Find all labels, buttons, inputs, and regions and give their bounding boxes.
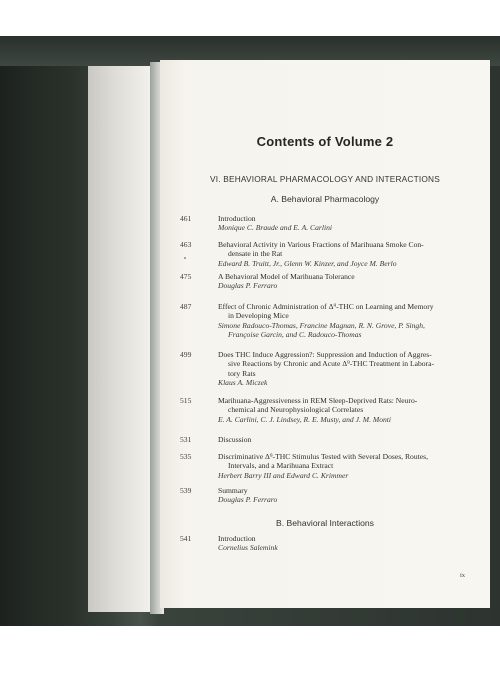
toc-page-number: 535 — [180, 452, 192, 461]
page-folio: ix — [460, 572, 466, 579]
paper-speck — [184, 257, 186, 259]
toc-entry[interactable] — [180, 486, 480, 505]
contents-page — [160, 60, 490, 608]
toc-entry-title: Introduction — [218, 214, 256, 223]
toc-entry-title: Introduction — [218, 534, 256, 543]
toc-page-number: 515 — [180, 396, 192, 405]
toc-page-number: 541 — [180, 534, 192, 543]
toc-entry-authors: Douglas P. Ferraro — [218, 281, 278, 291]
toc-entry-title: Discussion — [218, 435, 252, 444]
toc-entry-title: Marihuana-Aggressiveness in REM Sleep-Deprived Rats: Neuro- chemical and Neurophysiological Correlates — [218, 396, 418, 415]
toc-entry[interactable] — [180, 435, 480, 444]
toc-entry-authors: Klaus A. Miczek — [218, 378, 268, 388]
toc-entry[interactable] — [180, 272, 480, 291]
toc-entry-title: Effect of Chronic Administration of Δ⁹-THC on Learning and Memory in Developing Mice — [218, 302, 434, 321]
toc-entry[interactable] — [180, 214, 480, 233]
toc-entry-title: Discriminative Δ⁹-THC Stimulus Tested with Several Doses, Routes, Intervals, and a Marihuana Extract — [218, 452, 428, 471]
toc-entry-authors: Simone Radouco-Thomas, Francine Magnan, R. N. Grove, P. Singh, Françoise Garcin, and C. Radouco-Thomas — [218, 320, 425, 340]
toc-entry[interactable] — [180, 240, 480, 268]
toc-entry-title: A Behavioral Model of Marihuana Tolerance — [218, 272, 355, 281]
facing-page-edge — [88, 66, 154, 612]
toc-entry-title: Does THC Induce Aggression?: Suppression and Induction of Aggres- sive Reactions by Chronic and Acute Δ⁹-THC Treatment in Labora- tory Rats — [218, 350, 434, 378]
toc-entry-title: Behavioral Activity in Various Fractions of Marihuana Smoke Con- densate in the Rat — [218, 240, 424, 259]
toc-page-number: 475 — [180, 272, 192, 281]
toc-page-number: 461 — [180, 214, 192, 223]
toc-page-number: 531 — [180, 435, 192, 444]
section-heading: B. Behavioral Interactions — [276, 518, 374, 528]
section-heading: A. Behavioral Pharmacology — [270, 194, 380, 204]
toc-entry[interactable] — [180, 452, 480, 480]
toc-entry-authors: Herbert Barry III and Edward C. Krimmer — [218, 470, 349, 480]
toc-entry-authors: Edward B. Truitt, Jr., Glenn W. Kinzer, and Joyce M. Berlo — [218, 258, 397, 268]
toc-entry-authors: E. A. Carlini, C. J. Lindsey, R. E. Musty, and J. M. Monti — [218, 414, 392, 424]
toc-entry-authors: Monique C. Braude and E. A. Carlini — [218, 223, 332, 233]
toc-entry-authors: Douglas P. Ferraro — [218, 495, 278, 505]
toc-entry-title: Summary — [218, 486, 248, 495]
toc-entry[interactable] — [180, 396, 480, 424]
toc-page-number: 487 — [180, 302, 192, 311]
toc-entry-authors: Cornelius Salemink — [218, 543, 278, 553]
toc-entry[interactable] — [180, 302, 480, 340]
toc-entry[interactable] — [180, 350, 480, 388]
page-title: Contents of Volume 2 — [256, 134, 394, 149]
toc-page-number: 539 — [180, 486, 192, 495]
toc-entry[interactable] — [180, 534, 480, 553]
part-heading: VI. BEHAVIORAL PHARMACOLOGY AND INTERACTIONS — [210, 174, 440, 184]
toc-page-number: 463 — [180, 240, 192, 249]
toc-page-number: 499 — [180, 350, 192, 359]
